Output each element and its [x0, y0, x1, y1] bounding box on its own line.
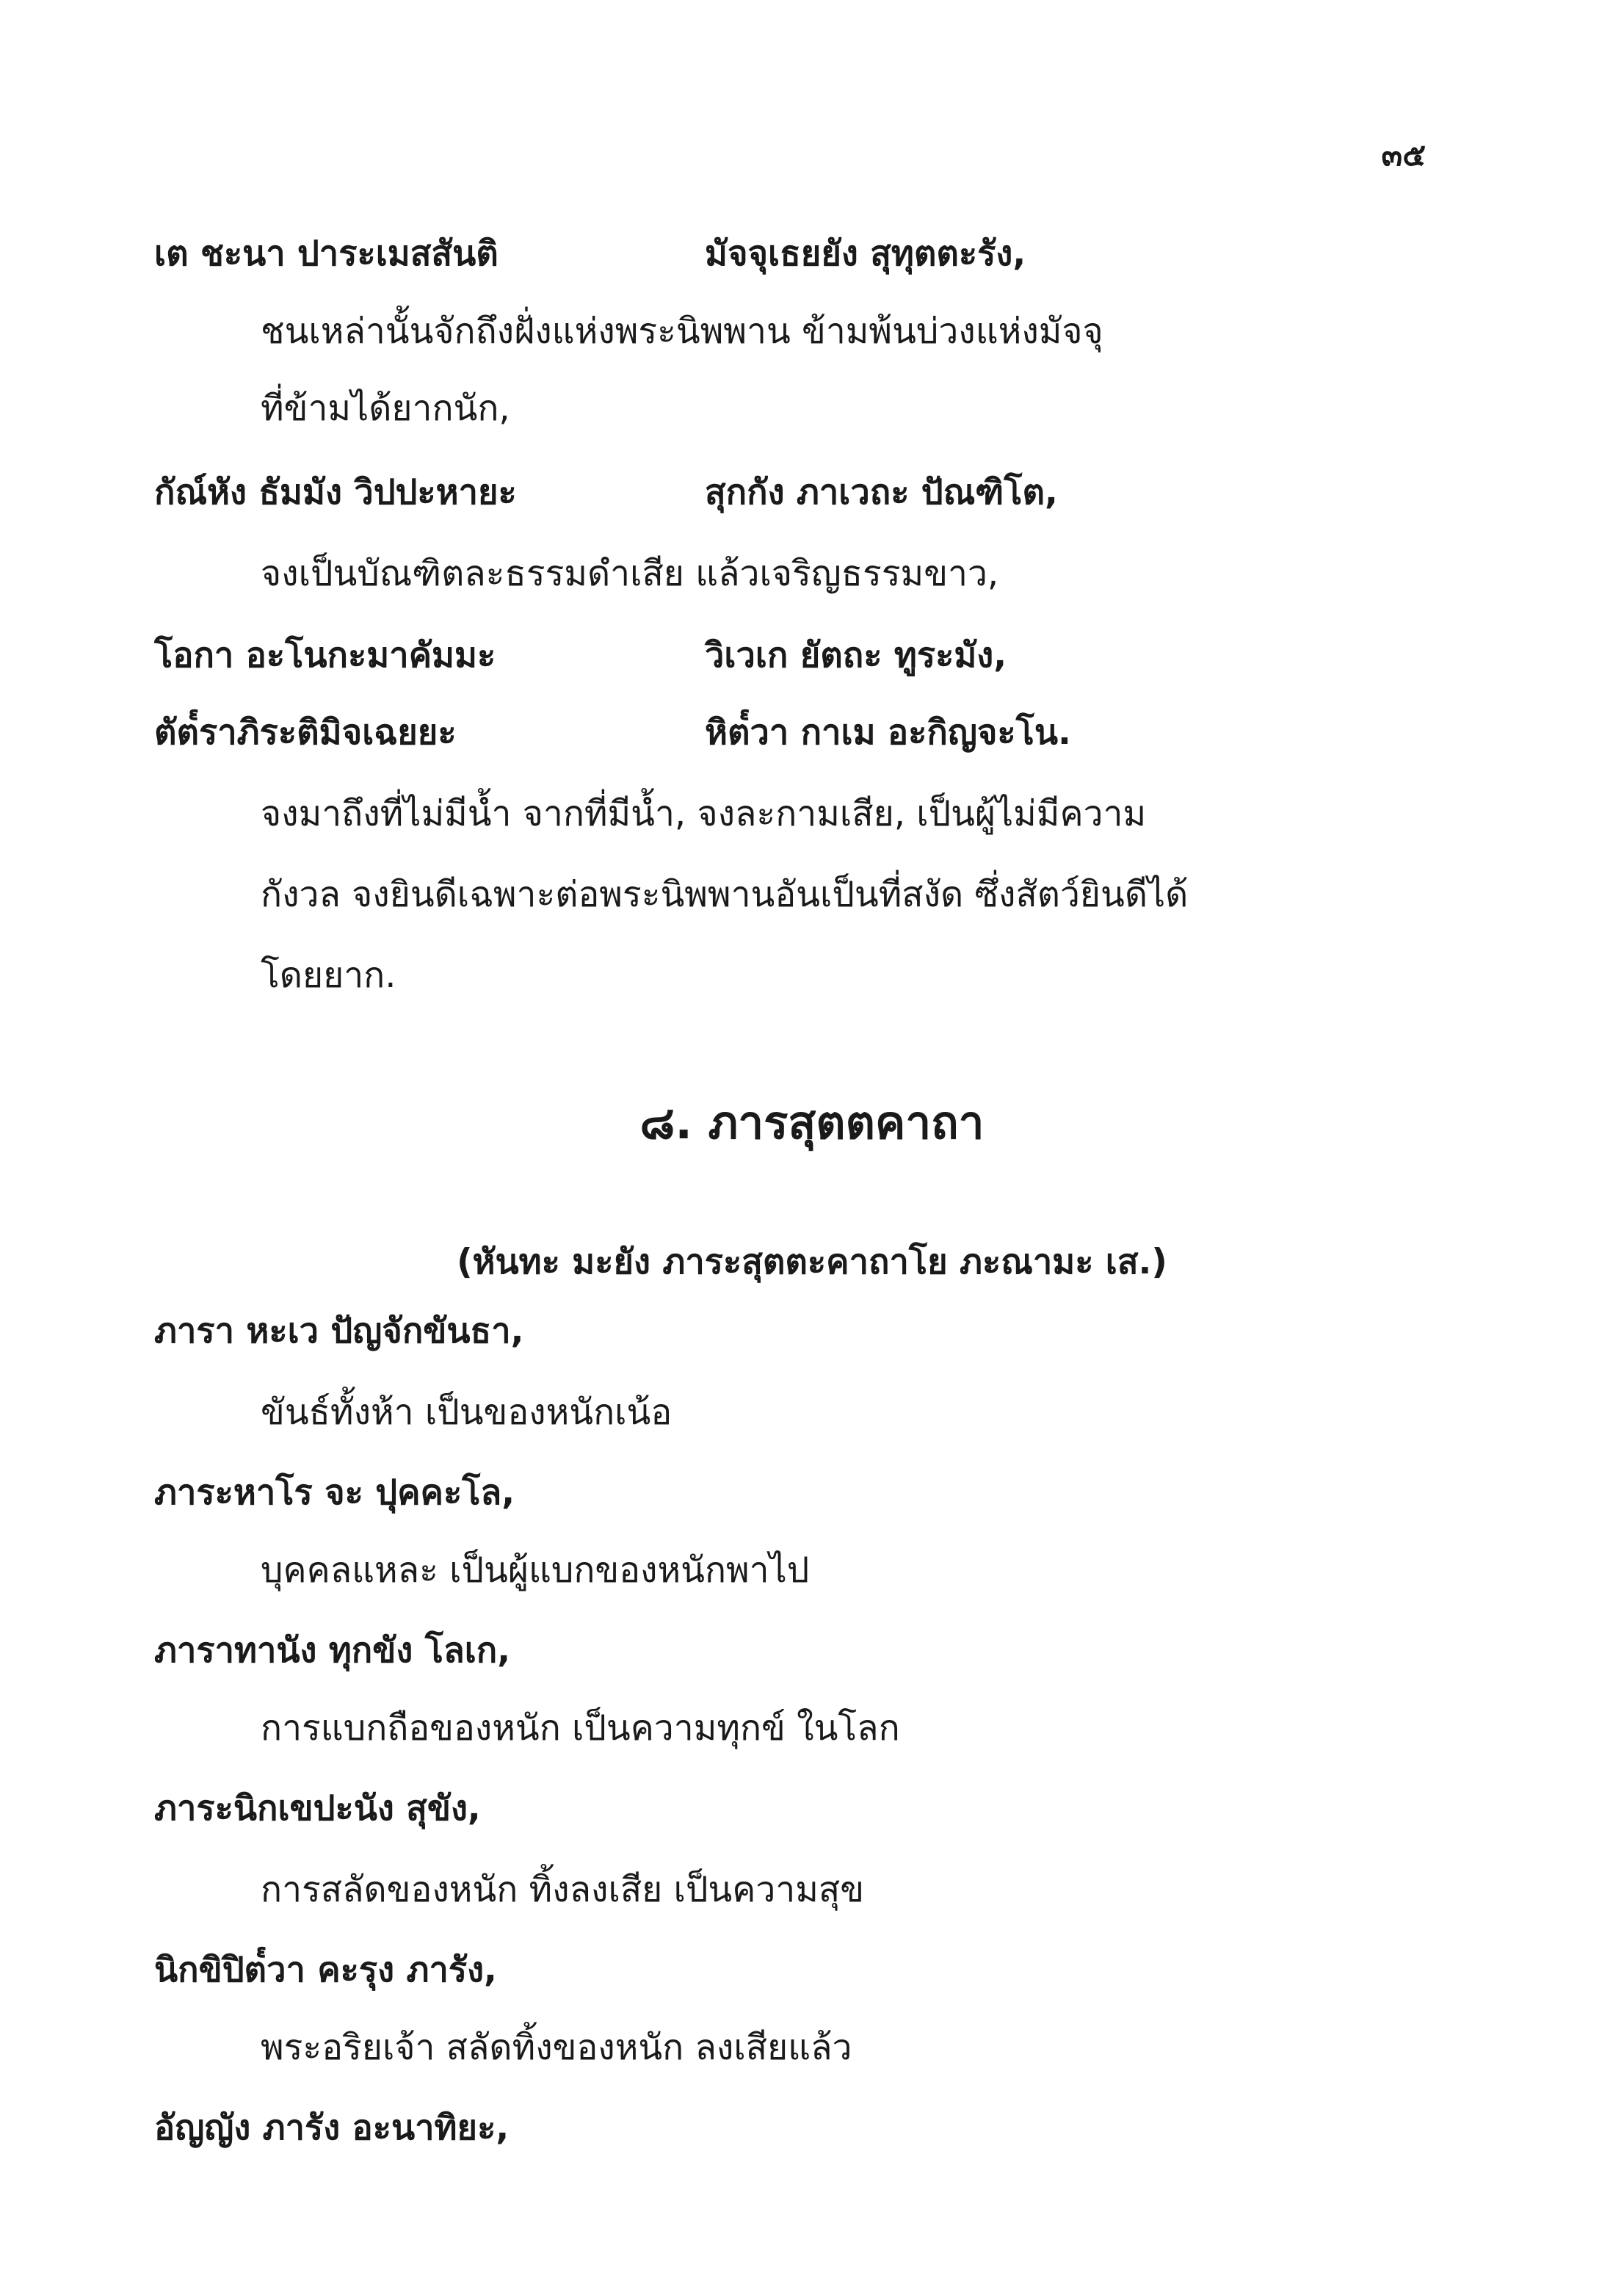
verse-line: [154, 234, 1026, 275]
translation-line: บุคคลแหละ เป็นผู้แบกของหนักพาไป: [261, 1550, 810, 1591]
verse-first-half: กัณ์หัง ธัมมัง วิปปะหายะ: [154, 472, 517, 513]
section-title: ๘. ภารสุตตคาถา: [639, 1096, 985, 1149]
translation-line: ขันธ์ทั้งห้า เป็นของหนักเน้อ: [261, 1392, 673, 1433]
verse-line: [154, 635, 1007, 676]
page-number: ๓๕: [1381, 137, 1426, 173]
translation-line: การแบกถือของหนัก เป็นความทุกข์ ในโลก: [261, 1707, 900, 1749]
verse-second-half: วิเวเก ยัตถะ ทูระมัง,: [705, 635, 1007, 676]
translation-line: การสลัดของหนัก ทิ้งลงเสีย เป็นความสุข: [261, 1869, 864, 1910]
translation-line: กังวล จงยินดีเฉพาะต่อพระนิพพานอันเป็นที่สงัด ซึ่งสัตว์ยินดีได้: [261, 874, 1189, 915]
translation-line: จงมาถึงที่ไม่มีน้ำ จากที่มีน้ำ, จงละกามเสีย, เป็นผู้ไม่มีความ: [261, 793, 1147, 834]
translation-line: โดยยาก.: [261, 955, 396, 996]
verse-line: [154, 472, 1058, 513]
verse-line: ภาราทานัง ทุกขัง โลเก,: [154, 1630, 511, 1671]
verse-line: ภาระหาโร จะ ปุคคะโล,: [154, 1472, 515, 1513]
verse-first-half: เต ชะนา ปาระเมสสันติ: [154, 234, 499, 274]
verse-second-half: หิต๎วา กาเม อะกิญจะโน.: [705, 712, 1071, 753]
verse-line: [154, 712, 1071, 753]
verse-line: ภารา หะเว ปัญจักขันธา,: [154, 1311, 524, 1351]
verse-first-half: โอกา อะโนกะมาคัมมะ: [154, 635, 496, 676]
verse-second-half: สุกกัง ภาเวถะ ปัณฑิโต,: [705, 472, 1058, 513]
translation-line: พระอริยเจ้า สลัดทิ้งของหนัก ลงเสียแล้ว: [261, 2027, 852, 2068]
section-intro: (หันทะ มะยัง ภาระสุตตะคาถาโย ภะณามะ เส.): [457, 1242, 1167, 1282]
verse-first-half: ตัต๎ราภิระติมิจเฉยยะ: [154, 712, 457, 753]
verse-line: อัญญัง ภารัง อะนาทิยะ,: [154, 2108, 510, 2148]
translation-line: จงเป็นบัณฑิตละธรรมดำเสีย แล้วเจริญธรรมขาว,: [261, 553, 999, 594]
verse-line: ภาระนิกเขปะนัง สุขัง,: [154, 1788, 481, 1829]
translation-line: ที่ข้ามได้ยากนัก,: [261, 388, 510, 429]
verse-second-half: มัจจุเธยยัง สุทุตตะรัง,: [705, 234, 1026, 274]
translation-line: ชนเหล่านั้นจักถึงฝั่งแห่งพระนิพพาน ข้ามพ้นบ่วงแห่งมัจจุ: [261, 311, 1103, 352]
verse-line: นิกขิปิต๎วา คะรุง ภารัง,: [154, 1950, 497, 1990]
